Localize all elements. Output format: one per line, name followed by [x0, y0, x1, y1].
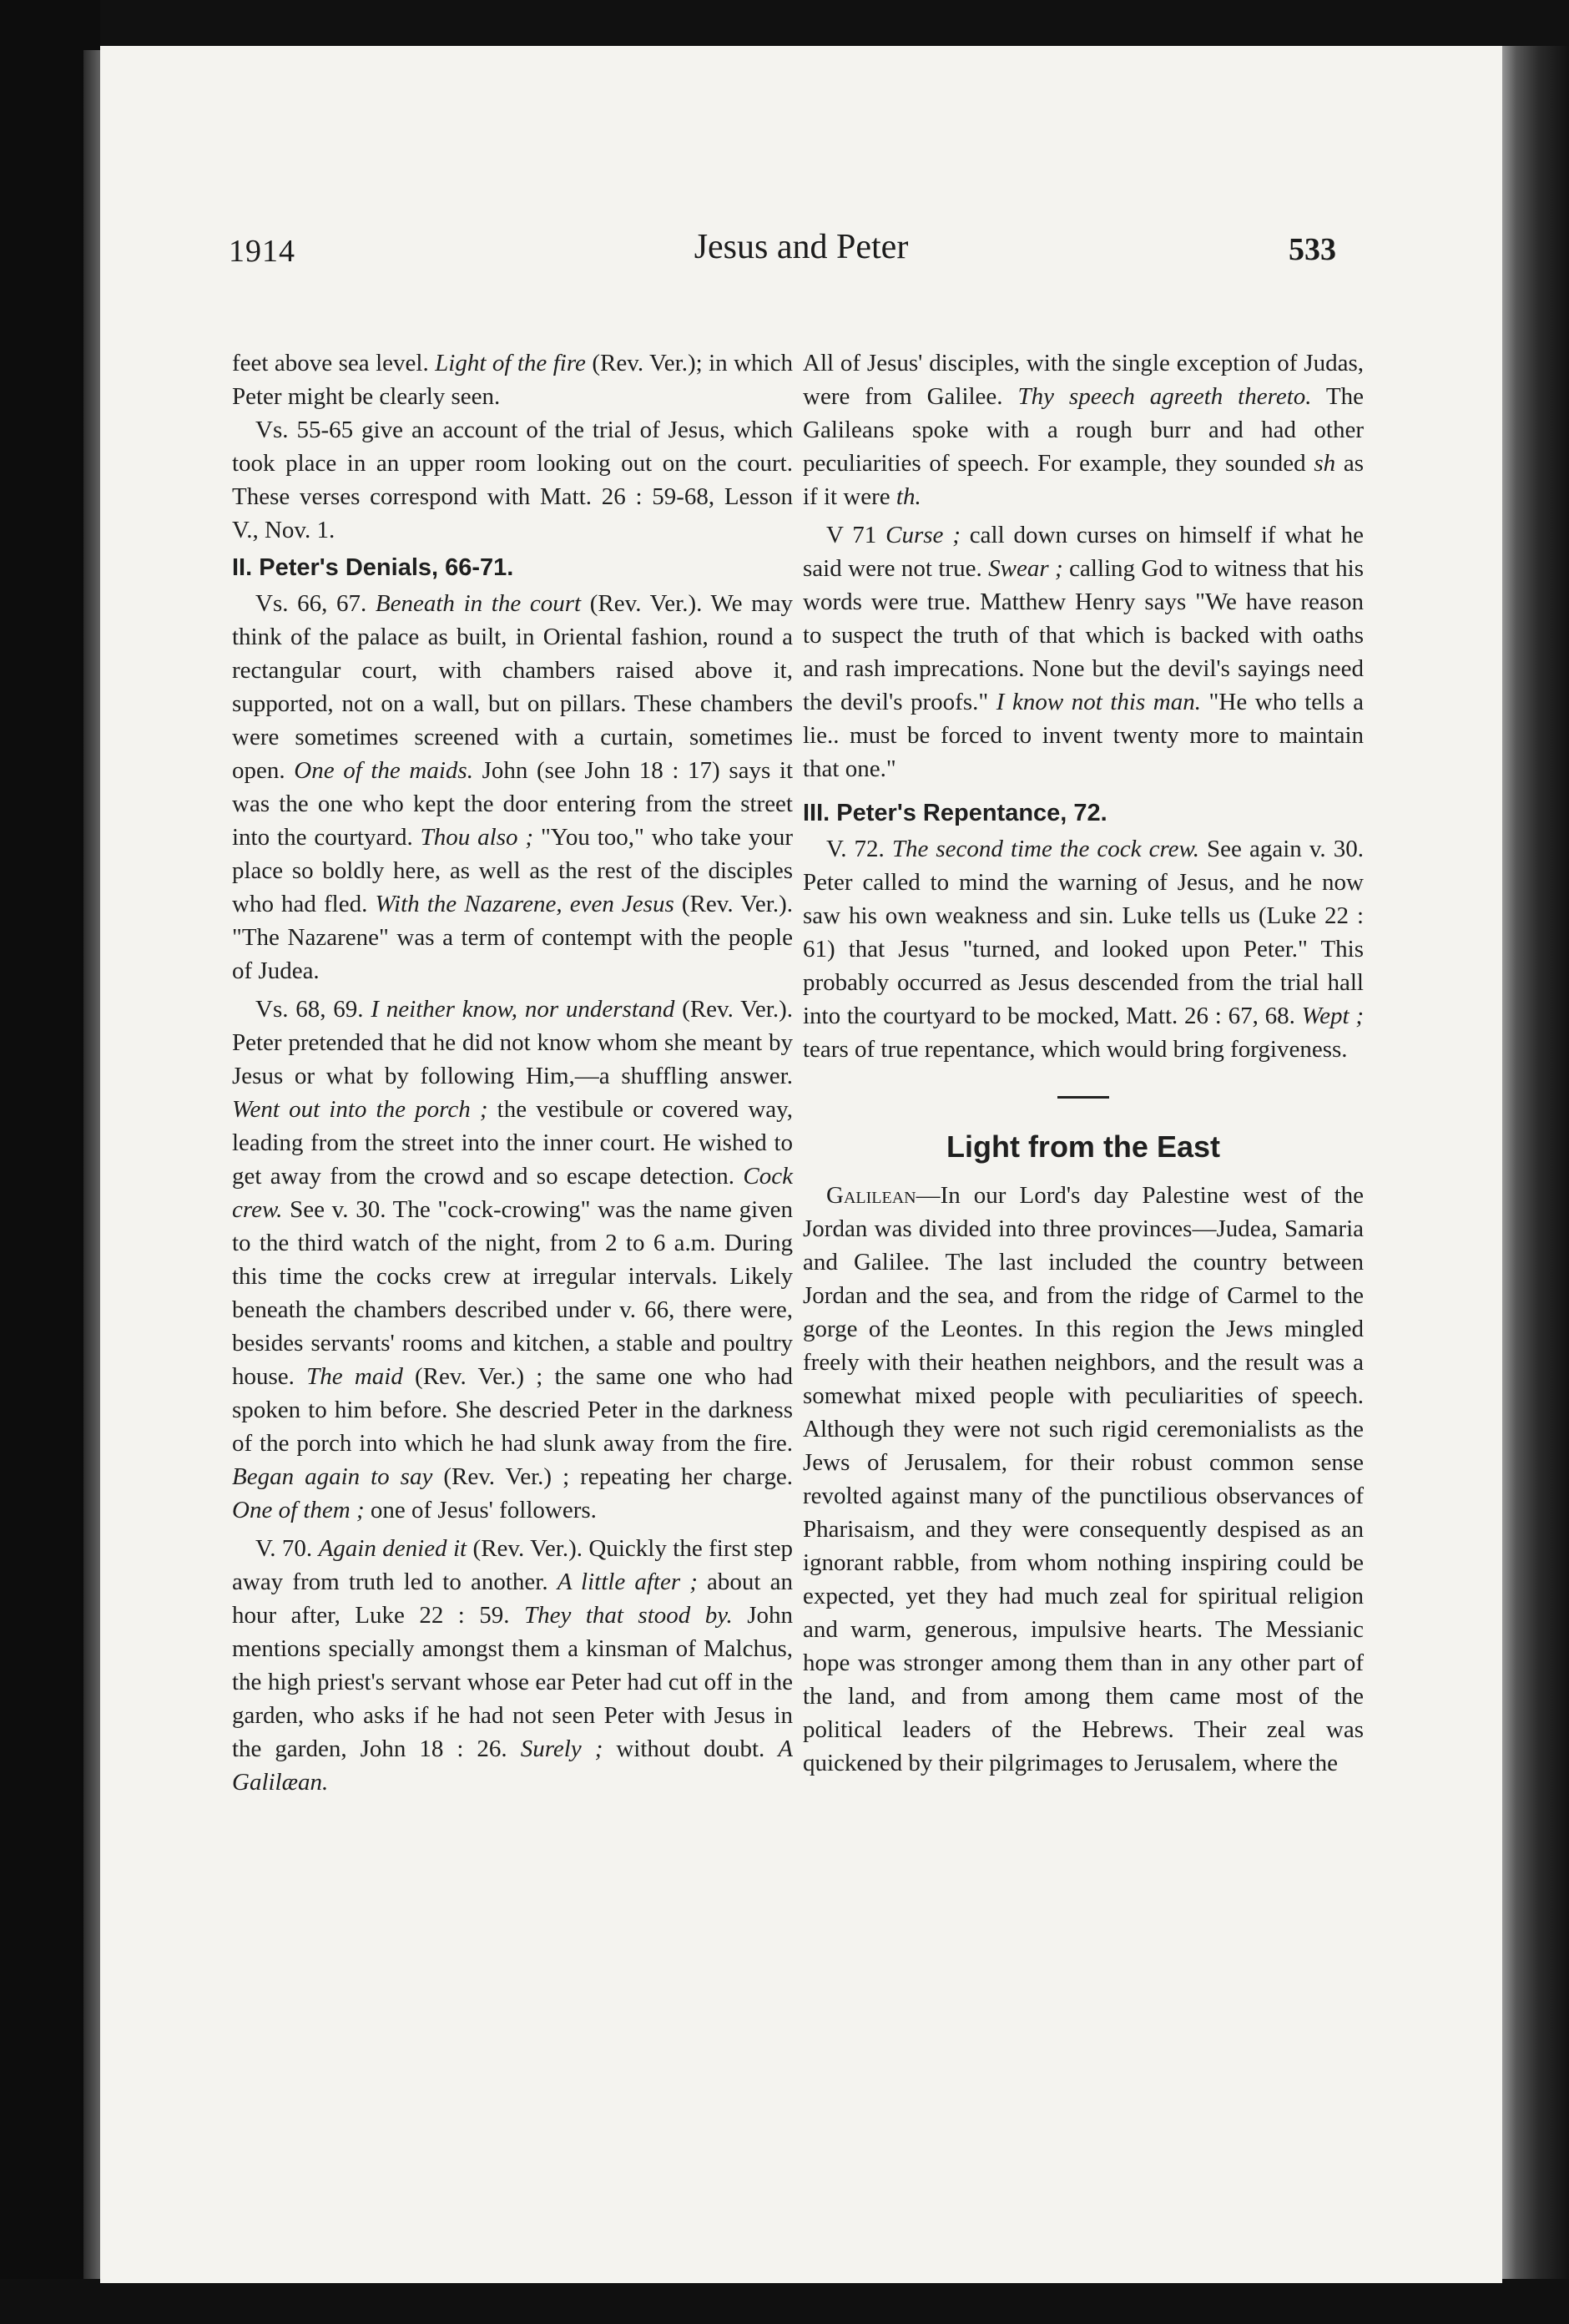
running-head-year: 1914 — [229, 234, 295, 269]
right-column — [803, 346, 1364, 1780]
feature-title-light-from-the-east: Light from the East — [946, 1129, 1220, 1164]
paragraph: Vs. 66, 67. Beneath in the court (Rev. Ver.). We may think of the palace as built, in Oriental fashion, round a rectangular court, with chambers raised above it, supported, not on a wall, but on pillars. These chambers were sometimes screened with a curtain, sometimes open. One of the maids. John (see John 18 : 17) says it was the one who kept the door entering from the street into the courtyard. Thou also ; "You too," who take your place so boldly here, as well as the rest of the disciples who had fled. With the Nazarene, even Jesus (Rev. Ver.). "The Nazarene" was a term of contempt with the people of Judea. — [232, 590, 794, 984]
paragraph: V 71 Curse ; call down curses on himself if what he said were not true. Swear ; calling God to witness that his words were true. Matthew Henry says "We have reason to suspect the truth of that which is backed with oaths and rash imprecations. None but the devil's sayings need the devil's proofs." I know not this man. "He who tells a lie.. must be forced to invent twenty more to maintain that one." — [803, 522, 1365, 782]
paragraph: Galilean—In our Lord's day Palestine west of the Jordan was divided into three provinces—Judea, Samaria and Galilee. The last included the country between Jordan and the sea, and from the ridge of Carmel to the gorge of the Leontes. In this region the Jews mingled freely with their heathen neighbors, and the result was a somewhat mixed people with peculiarities of speech. Although they were not such rigid ceremonialists as the Jews of Jerusalem, for their robust common sense revolted against many of the punctilious observances of Pharisaism, and they were consequently despised as an ignorant rabble, from whom nothing inspiring could be expected, yet they had much zeal for spiritual religion and warm, generous, impulsive hearts. The Messianic hope was stronger among them than in any other part of the land, and from among them came most of the political leaders of the Hebrews. Their zeal was quickened by their pilgrimages to Jerusalem, where the — [803, 1182, 1364, 1776]
paragraph: All of Jesus' disciples, with the single exception of Judas, were from Galilee. Thy speech agreeth thereto. The Galileans spoke with a rough burr and had other peculiarities of speech. For example, they sounded sh as if it were th. — [803, 350, 1364, 510]
scan-top-edge — [0, 0, 1569, 50]
page-edge-right — [1494, 46, 1569, 2324]
running-head-title: Jesus and Peter — [694, 228, 909, 266]
left-column — [232, 346, 793, 1799]
scan-bottom-edge — [0, 2279, 1569, 2324]
paragraph: Vs. 55-65 give an account of the trial of Jesus, which took place in an upper room looking out on the court. These verses correspond with Matt. 26 : 59-68, Lesson V., Nov. 1. — [232, 417, 793, 543]
paragraph: Vs. 68, 69. I neither know, nor understand (Rev. Ver.). Peter pretended that he did not know whom she meant by Jesus or what by following Him,—a shuffling answer. Went out into the porch ; the vestibule or covered way, leading from the street into the inner court. He wished to get away from the crowd and so escape detection. Cock crew. See v. 30. The "cock-crowing" was the name given to the third watch of the night, from 2 to 6 a.m. During this time the cocks crew at irregular intervals. Likely beneath the chambers described under v. 66, there were, besides servants' rooms and kitchen, a stable and poultry house. The maid (Rev. Ver.) ; the same one who had spoken to him before. She descried Peter in the darkness of the porch into which he had slunk away from the fire. Began again to say (Rev. Ver.) ; repeating her charge. One of them ; one of Jesus' followers. — [232, 996, 794, 1523]
book-page — [100, 46, 1502, 2283]
paragraph: feet above sea level. Light of the fire (Rev. Ver.); in which Peter might be clearly seen. — [232, 350, 793, 410]
section-heading-peters-denials: II. Peter's Denials, 66-71. — [232, 554, 514, 581]
paragraph: V. 72. The second time the cock crew. See again v. 30. Peter called to mind the warning of Jesus, and he now saw his own weakness and sin. Luke tells us (Luke 22 : 61) that Jesus "turned, and looked upon Peter." This probably occurred as Jesus descended from the trial hall into the courtyard to be mocked, Matt. 26 : 67, 68. Wept ; tears of true repentance, which would bring forgiveness. — [803, 836, 1364, 1063]
section-divider-rule — [1057, 1096, 1109, 1099]
section-heading-peters-repentance: III. Peter's Repentance, 72. — [803, 800, 1107, 826]
paragraph: V. 70. Again denied it (Rev. Ver.). Quickly the first step away from truth led to another. A little after ; about an hour after, Luke 22 : 59. They that stood by. John mentions specially amongst them a kinsman of Malchus, the high priest's servant whose ear Peter had cut off in the garden, who asks if he had not seen Peter with Jesus in the garden, John 18 : 26. Surely ; without doubt. A Galilæan. — [232, 1535, 794, 1796]
page-number: 533 — [1289, 232, 1336, 267]
